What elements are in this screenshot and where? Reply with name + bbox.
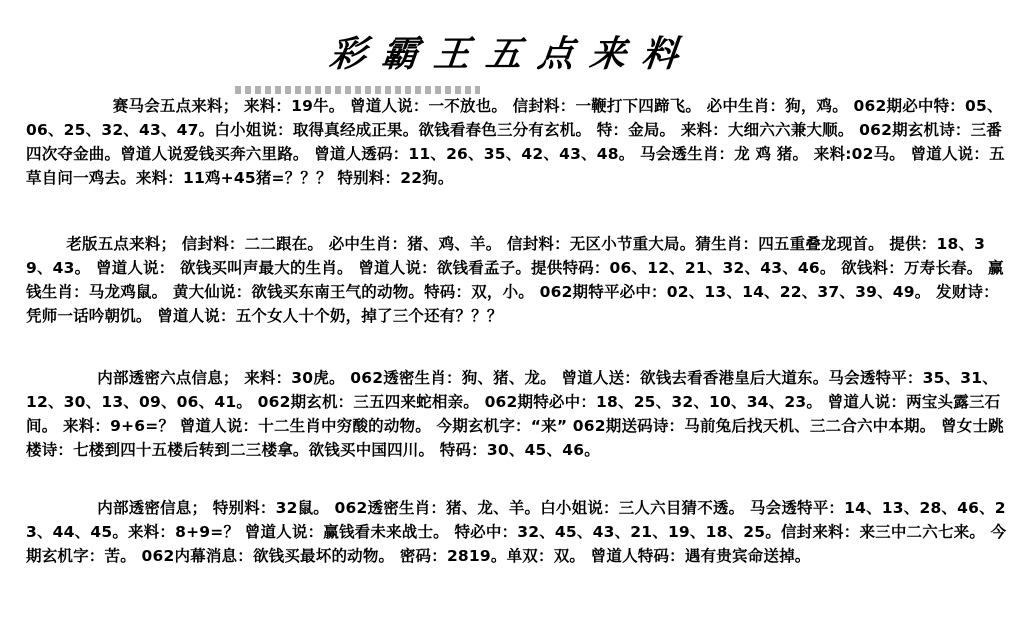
smudge-decoration [235, 86, 480, 94]
paragraph-saima-five-points: 赛马会五点来料； 来料：19牛。 曾道人说：一不放也。 信封料：一鞭打下四蹄飞。 必中生肖：狗，鸡。 062期必中特：05、06、25、32、43、47。白小姐说：取得真经成正果。欲钱看春色三分有玄机。 特：金局。 来料：大细六六兼大顺。 062期玄机诗：三番四次夺金曲。曾道人说爱钱买奔六里路。 曾道人透码：11、26、35、42、43、48。 马会透生肖：龙 鸡 猪。 来料:02马。 曾道人说：五草自问一鸡去。来料：11鸡+45猪=？？？ 特别料：22狗。 [26, 97, 1005, 187]
paragraph-internal-six-points: 内部透密六点信息； 来料：30虎。 062透密生肖：狗、猪、龙。 曾道人送：欲钱去看香港皇后大道东。马会透特平：35、31、12、30、13、09、06、41。 062期玄机：三五四来蛇相亲。 062期特必中：18、25、32、10、34、23。 曾道人说：两宝头露三石间。 来料：9+6=？ 曾道人说：十二生肖中穷酸的动物。 今期玄机字：“来” 062期送码诗：马前兔后找天机、三二合六中本期。 曾女士跳楼诗：七楼到四十五楼后转到二三楼拿。欲钱买中国四川。 特码：30、45、46。 [26, 369, 1004, 459]
page-title: 彩霸王五点来料 [327, 33, 696, 75]
paragraph-internal-info: 内部透密信息； 特别料：32鼠。 062透密生肖：猪、龙、羊。白小姐说：三人六目猜不透。 马会透特平：14、13、28、46、23、44、45。来料：8+9=？ 曾道人说：赢钱看未来战士。 特必中：32、45、43、21、19、18、25。信封来料：来三中二六七来。 今期玄机字：苦。 062内幕消息：欲钱买最坏的动物。 密码：2819。单双：双。 曾道人特码：遇有贵宾命送掉。 [26, 499, 1007, 565]
paragraph-old-edition-five-points: 老版五点来料； 信封料：二二跟在。 必中生肖：猪、鸡、羊。 信封料：无区小节重大局。猜生肖：四五重叠龙现首。 提供：18、39、43。 曾道人说： 欲钱买叫声最大的生肖。 曾道人说：欲钱看孟子。提供特码：06、12、21、32、43、46。 欲钱料：万寿长春。 赢钱生肖：马龙鸡鼠。 黄大仙说：欲钱买东南王气的动物。特码：双，小。 062期特平必中：02、13、14、22、37、39、49。 发财诗：凭师一话吟朝饥。 曾道人说：五个女人十个奶，掉了三个还有？？？ [26, 235, 1004, 325]
